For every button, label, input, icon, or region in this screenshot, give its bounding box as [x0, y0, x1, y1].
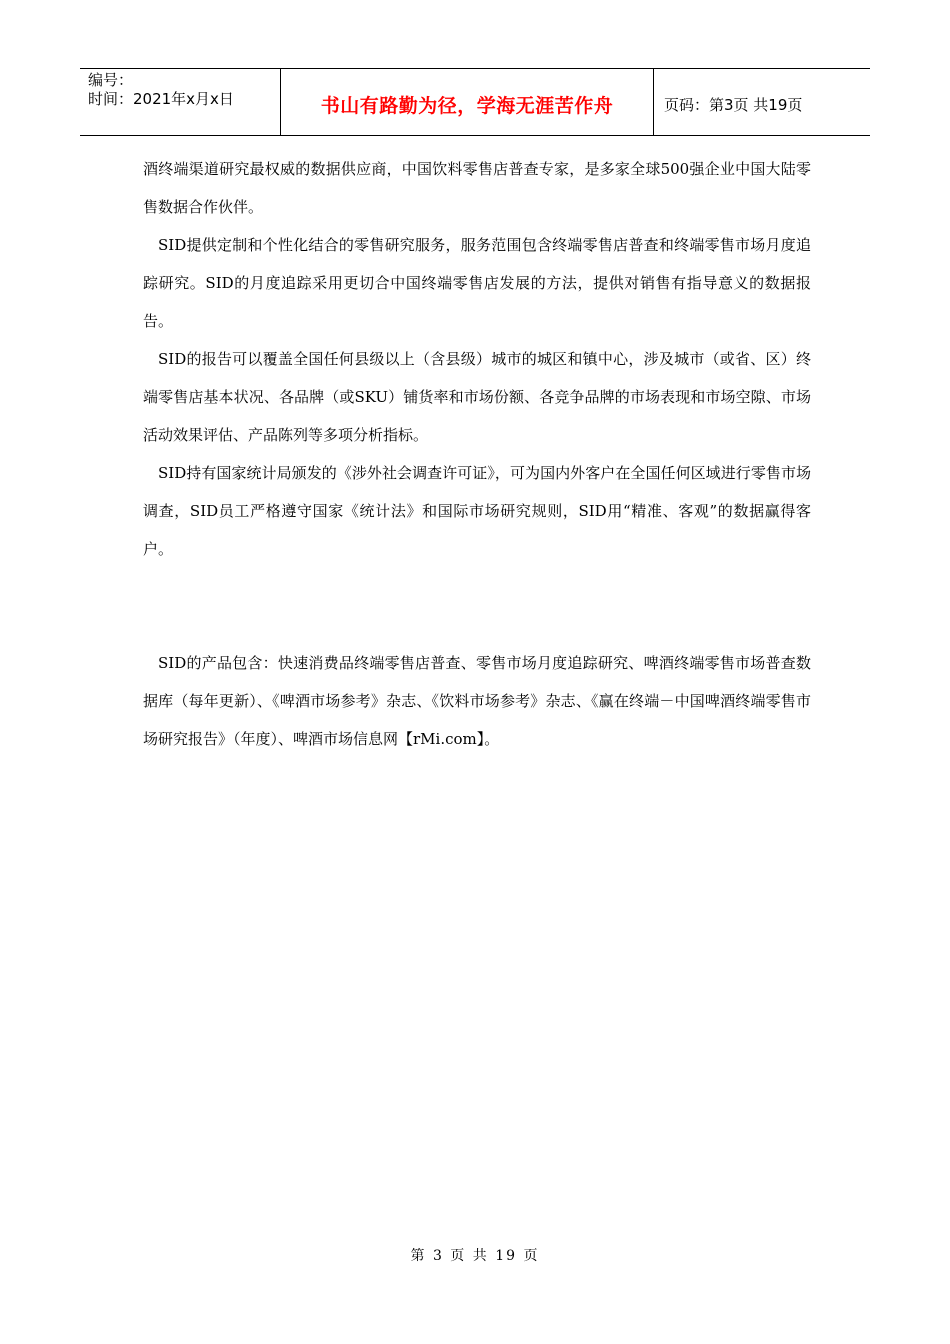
header-motto: 书山有路勤为径，学海无涯苦作舟: [281, 69, 654, 135]
document-time-label: 时间：2021年x月x日: [88, 90, 234, 108]
paragraph-4: SID持有国家统计局颁发的《涉外社会调查许可证》，可为国内外客户在全国任何区域进行零售市场调查，SID员工严格遵守国家《统计法》和国际市场研究规则，SID用“精准、客观”的数据赢得客户。: [143, 464, 811, 558]
header-table: [80, 68, 870, 136]
header-meta-cell: [80, 69, 281, 135]
paragraph-1: 酒终端渠道研究最权威的数据供应商，中国饮料零售店普查专家，是多家全球500强企业中国大陆零售数据合作伙伴。: [143, 160, 811, 216]
page-footer: 第 3 页 共 19 页: [410, 1248, 540, 1264]
paragraph-3: SID的报告可以覆盖全国任何县级以上（含县级）城市的城区和镇中心，涉及城市（或省、区）终端零售店基本状况、各品牌（或SKU）铺货率和市场份额、各竞争品牌的市场表现和市场空隙、市场活动效果评估、产品陈列等多项分析指标。: [143, 350, 811, 444]
paragraph-5: SID的产品包含：快速消费品终端零售店普查、零售市场月度追踪研究、啤酒终端零售市场普查数据库（每年更新）、《啤酒市场参考》杂志、《饮料市场参考》杂志、《赢在终端－中国啤酒终端零售市场研究报告》（年度）、啤酒市场信息网【rMi.com】。: [143, 654, 811, 748]
document-body: [143, 150, 811, 758]
header-page-info: 页码：第3页 共19页: [664, 95, 803, 114]
document-number-label: 编号：: [88, 71, 134, 89]
paragraph-spacer: [143, 568, 811, 644]
paragraph-2: SID提供定制和个性化结合的零售研究服务，服务范围包含终端零售店普查和终端零售市场月度追踪研究。SID的月度追踪采用更切合中国终端零售店发展的方法，提供对销售有指导意义的数据报告。: [143, 236, 811, 330]
